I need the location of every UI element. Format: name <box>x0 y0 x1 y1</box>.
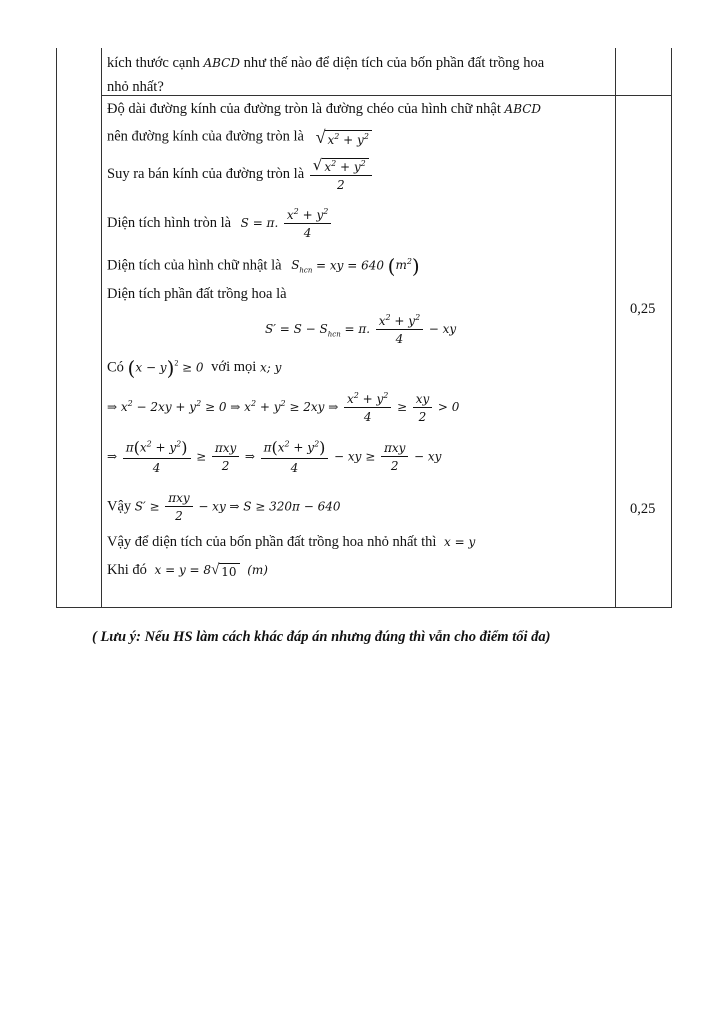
solution-line-5: Diện tích của hình chữ nhật là $S_{hcn}$ = xy = 640 $(m^2)$ <box>107 254 420 278</box>
solution-line-2: nên đường kính của đường tròn là √ $x^2 + y^2$ <box>107 128 372 146</box>
column-divider <box>615 48 616 607</box>
question-line-1: kích thước cạnh ABCD như thế nào để diện tích của bốn phần đất trồng hoa <box>107 55 545 71</box>
solution-line-6: Diện tích phần đất trồng hoa là <box>107 286 287 302</box>
solution-line-10: ⇒ $\frac{\pi(x^2 + y^2)}{4}$ ≥ $\frac{\text{πxy}}{2}$ ⇒ $\frac{\pi(x^2 + y^2)}{4}$ − xy ≥ $\frac{\text{πxy}}{2}$ − xy <box>107 438 442 475</box>
solution-line-9: ⇒ $x^2 - 2xy + y^2 \ge 0$ ⇒ $x^2 + y^2 \ge 2xy$ ⇒ $\frac{x^2 + y^2}{4}$ ≥ $\frac{xy}{2}$ > 0 <box>107 391 460 424</box>
question-line-2: nhỏ nhất? <box>107 79 164 95</box>
circle-area-fraction: $\frac{x^2 + y^2}{4}$ <box>284 208 331 239</box>
solution-line-4: Diện tích hình tròn là S = π. $\frac{x^2 + y^2}{4}$ <box>107 208 333 239</box>
column-divider <box>101 48 102 607</box>
row-divider <box>101 95 615 96</box>
flower-area-formula: $S' = S - S_{hcn} = \pi$. $\frac{x^2 + y^2}{4}$ − xy <box>265 313 457 346</box>
footnote: ( Lưu ý: Nếu HS làm cách khác đáp án nhưng đúng thì vẫn cho điểm tối đa) <box>92 629 551 645</box>
solution-line-12: Vậy để diện tích của bốn phần đất trồng hoa nhỏ nhất thì x = y <box>107 534 476 550</box>
solution-line-13: Khi đó x = y = 8 √ 10 (m) <box>107 562 268 580</box>
solution-line-11: Vậy S′ ≥ $\frac{\text{πxy}}{2}$ − xy ⇒ S ≥ 320π − 640 <box>107 491 341 523</box>
solution-line-3: Suy ra bán kính của đường tròn là √ $x^2 + y^2$ 2 <box>107 158 374 191</box>
sqrt-expression: √ $x^2 + y^2$ <box>316 128 372 146</box>
score-2: 0,25 <box>630 501 656 517</box>
score-1: 0,25 <box>630 301 656 317</box>
solution-line-1: Độ dài đường kính của đường tròn là đường chéo của hình chữ nhật ABCD <box>107 101 542 117</box>
solution-line-8: Có $(x - y)^2 \ge 0$ với mọi x; y <box>107 356 282 380</box>
row-divider <box>615 95 672 96</box>
radius-fraction: √ $x^2 + y^2$ 2 <box>310 158 372 191</box>
